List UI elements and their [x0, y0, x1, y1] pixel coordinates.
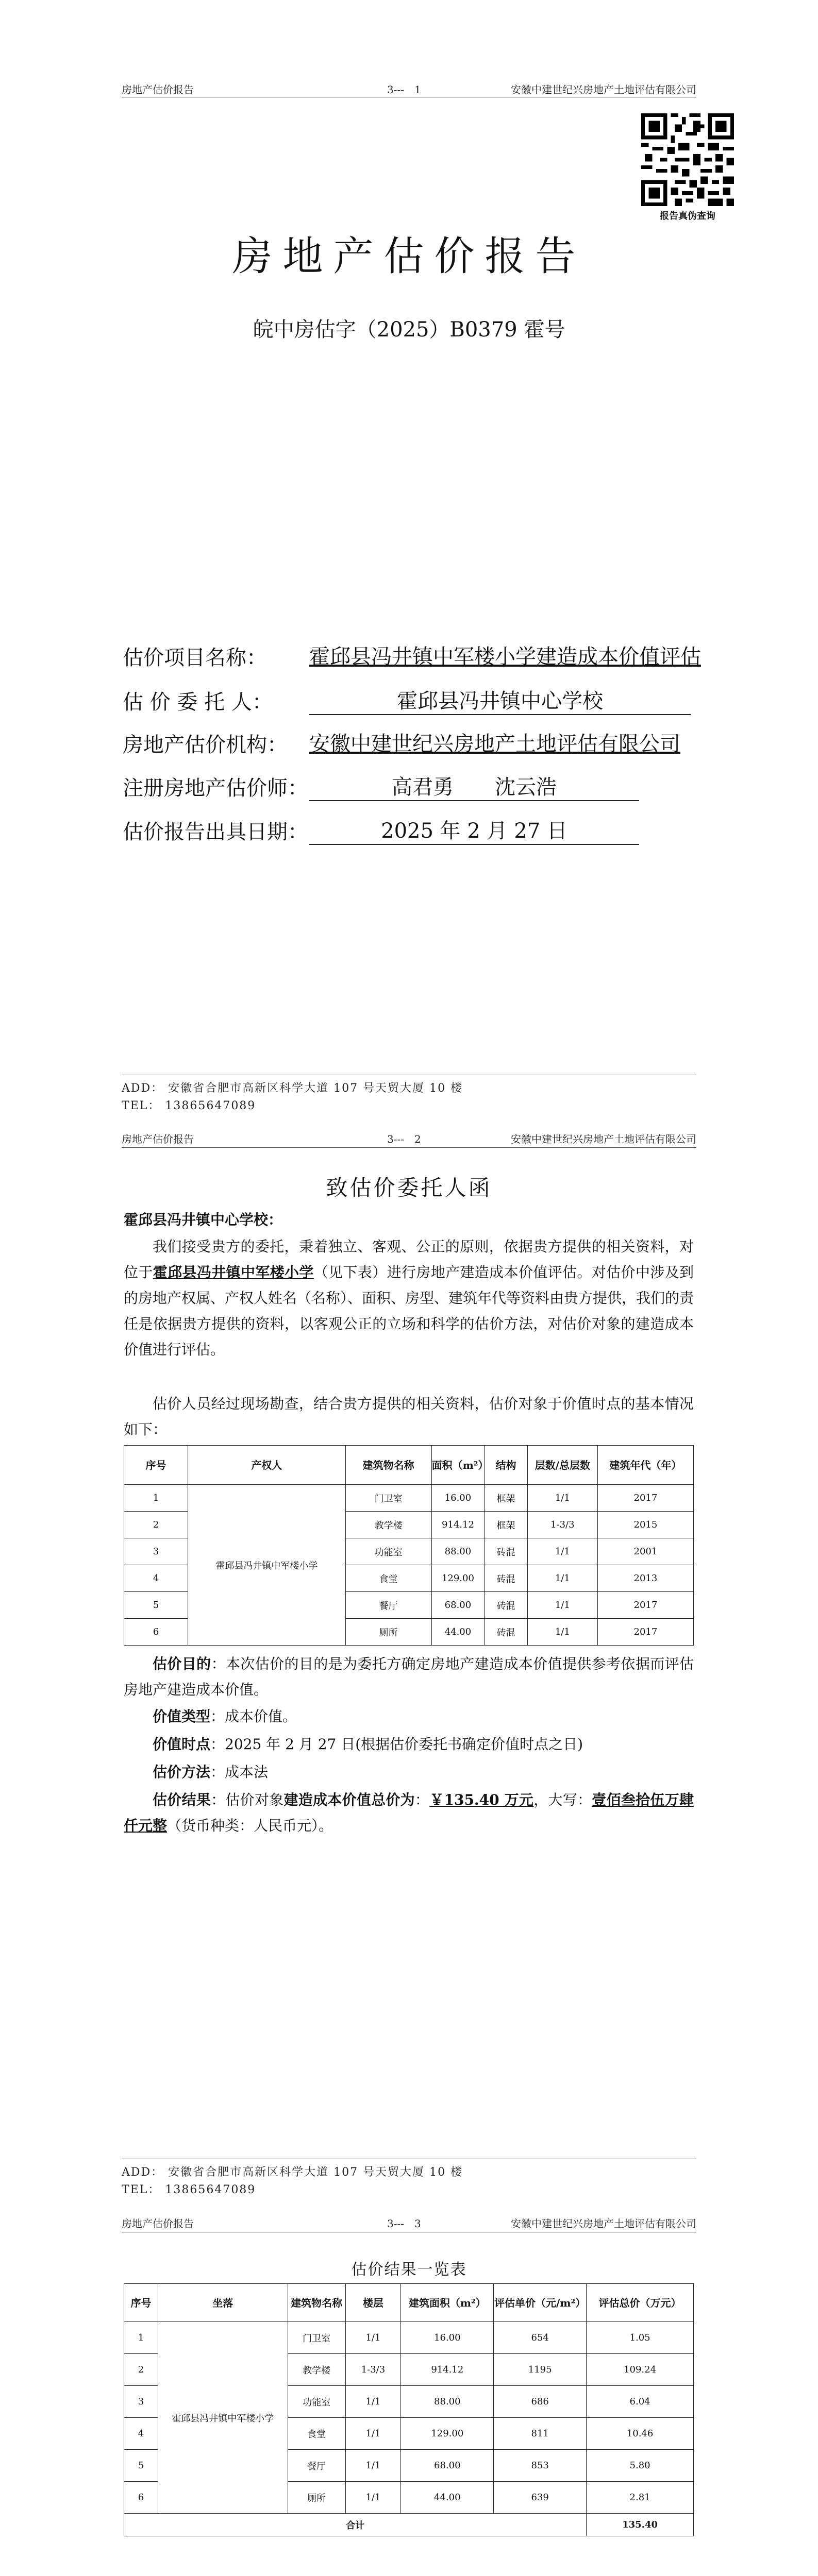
cell-no: 1 [124, 2322, 158, 2354]
type-label: 价值类型 [153, 1708, 211, 1725]
cell-no: 2 [124, 2354, 158, 2386]
cell-name: 功能室 [345, 1538, 431, 1565]
page-header [122, 1131, 696, 1146]
cell-struct: 砖混 [485, 1619, 528, 1646]
p1-text-c: （见下表）进行房地产建造成本价值评估。对估价中涉及到的房地产权属、产权人姓名（名称）、面积、房型、建筑年代等资料由贵方提供，我们的责任是依据贵方提供的资料，以客观公正的立场和科学的估价方法，对估价对象的建造成本价值进行评估。 [124, 1264, 694, 1358]
result-text-g: （货币种类：人民币元）。 [167, 1817, 333, 1834]
table-header: 层数/总层数 [527, 1446, 597, 1485]
header-right: 安徽中建世纪兴房地产土地评估有限公司 [511, 2217, 696, 2230]
cell-year: 2013 [597, 1565, 693, 1592]
table-header: 建筑物名称 [345, 1446, 431, 1485]
cell-area: 68.00 [401, 2450, 494, 2482]
header-page-number: 3--- 1 [387, 83, 421, 96]
cell-price: 686 [494, 2386, 587, 2418]
cell-struct: 砖混 [485, 1565, 528, 1592]
report-date-value: 2025 年 2 月 27 日 [309, 818, 639, 845]
cell-floor: 1-3/3 [345, 2354, 401, 2386]
cell-area: 68.00 [431, 1592, 485, 1619]
valuation-result [124, 1787, 694, 1839]
cell-floors: 1/1 [527, 1565, 597, 1592]
cell-floors: 1/1 [527, 1538, 597, 1565]
cell-area: 88.00 [401, 2386, 494, 2418]
report-title: 房地产估价报告 [232, 233, 586, 280]
cell-location: 霍邱县冯井镇中军楼小学 [158, 2322, 288, 2514]
cell-name: 餐厅 [288, 2450, 345, 2482]
header-right: 安徽中建世纪兴房地产土地评估有限公司 [511, 1133, 696, 1145]
cell-total: 1.05 [587, 2322, 694, 2354]
result-text-e: ，大写： [533, 1791, 592, 1808]
letter-title: 致估价委托人函 [326, 1175, 492, 1200]
agency-row [123, 731, 695, 759]
cell-no: 4 [124, 1565, 188, 1592]
qr-caption: 报告真伪查询 [660, 211, 715, 222]
appraiser-label: 注册房地产估价师： [123, 776, 308, 800]
purpose-text: ：本次估价的目的是为委托方确定房地产建造成本价值提供参考依据而评估房地产建造成本价值。 [124, 1655, 694, 1698]
purpose-label: 估价目的 [153, 1655, 211, 1672]
salutation-text: 霍邱县冯井镇中心学校： [124, 1211, 283, 1228]
total-label: 合计 [124, 2514, 587, 2536]
table-header: 建筑年代（年） [597, 1446, 693, 1485]
cell-year: 2017 [597, 1619, 693, 1646]
valuation-purpose [124, 1651, 694, 1703]
cell-no: 3 [124, 2386, 158, 2418]
cell-name: 教学楼 [345, 1512, 431, 1538]
property-table [124, 1445, 694, 1646]
header-page-number: 3--- 3 [387, 2217, 421, 2230]
cell-struct: 框架 [485, 1485, 528, 1512]
cell-area: 129.00 [431, 1565, 485, 1592]
cell-area: 88.00 [431, 1538, 485, 1565]
cell-area: 16.00 [431, 1485, 485, 1512]
table-header: 建筑面积（m²） [401, 2284, 494, 2322]
cell-no: 5 [124, 1592, 188, 1619]
results-page [0, 2215, 818, 2576]
cell-name: 食堂 [288, 2418, 345, 2450]
letter-page [0, 1131, 818, 2213]
footer-tel: TEL： 13865647089 [122, 2183, 256, 2196]
header-left: 房地产估价报告 [122, 1133, 194, 1145]
cell-total: 109.24 [587, 2354, 694, 2386]
cell-no: 3 [124, 1538, 188, 1565]
page-footer [122, 1080, 463, 1115]
method-text: ：成本法 [210, 1764, 269, 1781]
value-type [124, 1704, 694, 1730]
method-label: 估价方法 [153, 1764, 211, 1781]
cell-price: 639 [494, 2482, 587, 2514]
cell-floor: 1/1 [345, 2418, 401, 2450]
results-table [124, 2283, 694, 2536]
result-text-b: 建造成本价值总价为 [283, 1791, 415, 1808]
cell-struct: 砖混 [485, 1592, 528, 1619]
cell-area: 44.00 [431, 1619, 485, 1646]
letter-salutation [124, 1207, 694, 1233]
footer-address: ADD： 安徽省合肥市高新区科学大道 107 号天贸大厦 10 楼 [122, 2166, 463, 2179]
table-header: 产权人 [188, 1446, 345, 1485]
cover-page [0, 0, 818, 1128]
table-header: 面积（m²） [431, 1446, 485, 1485]
cell-price: 654 [494, 2322, 587, 2354]
cell-year: 2017 [597, 1592, 693, 1619]
document-number: 皖中房估字（2025）B0379 霍号 [253, 318, 565, 342]
cell-name: 厕所 [288, 2482, 345, 2514]
cell-no: 6 [124, 1619, 188, 1646]
table-header-row [124, 1446, 694, 1485]
cell-owner: 霍邱县冯井镇中军楼小学 [188, 1485, 345, 1646]
client-value: 霍邱县冯井镇中心学校 [309, 688, 691, 715]
table-header: 评估总价（万元） [587, 2284, 694, 2322]
table-header: 坐落 [158, 2284, 288, 2322]
cell-floor: 1/1 [345, 2482, 401, 2514]
time-label: 价值时点 [153, 1736, 211, 1753]
qr-code-icon [641, 113, 734, 206]
table-header: 序号 [124, 1446, 188, 1485]
table-header-row [124, 2284, 694, 2322]
table-header: 结构 [485, 1446, 528, 1485]
total-value: 135.40 [587, 2514, 694, 2536]
agency-value: 安徽中建世纪兴房地产土地评估有限公司 [309, 732, 680, 756]
cell-total: 10.46 [587, 2418, 694, 2450]
results-table-title: 估价结果一览表 [351, 2261, 467, 2279]
cell-floors: 1/1 [527, 1619, 597, 1646]
cell-area: 16.00 [401, 2322, 494, 2354]
cell-no: 2 [124, 1512, 188, 1538]
header-rule [122, 1147, 696, 1148]
cell-name: 教学楼 [288, 2354, 345, 2386]
table-total-row [124, 2514, 694, 2536]
cell-total: 6.04 [587, 2386, 694, 2418]
table-row [124, 1485, 694, 1512]
p1-text-a: 我们接受贵方的委托，秉着独立、客观、公正的原则，依据贵方提供的相关资料，对位于 [124, 1238, 694, 1281]
cell-name: 门卫室 [345, 1485, 431, 1512]
time-text: ：2025 年 2 月 27 日(根据估价委托书确定价值时点之日) [210, 1736, 583, 1753]
cell-area: 44.00 [401, 2482, 494, 2514]
header-page-number: 3--- 2 [387, 1133, 421, 1145]
cell-floors: 1-3/3 [527, 1512, 597, 1538]
cell-no: 5 [124, 2450, 158, 2482]
cell-total: 5.80 [587, 2450, 694, 2482]
cell-name: 功能室 [288, 2386, 345, 2418]
table-row [124, 2322, 694, 2354]
p2-text: 估价人员经过现场勘查，结合贵方提供的相关资料，估价对象于价值时点的基本情况如下： [124, 1395, 694, 1438]
table-header: 建筑物名称 [288, 2284, 345, 2322]
footer-tel: TEL： 13865647089 [122, 1099, 256, 1112]
cell-price: 853 [494, 2450, 587, 2482]
cell-no: 6 [124, 2482, 158, 2514]
letter-paragraph-2 [124, 1391, 694, 1443]
cell-name: 食堂 [345, 1565, 431, 1592]
cell-floor: 1/1 [345, 2386, 401, 2418]
result-text-c: ： [414, 1791, 430, 1808]
table-header: 评估单价（元/m²） [494, 2284, 587, 2322]
result-label: 估价结果 [153, 1791, 211, 1808]
page-header [122, 81, 696, 97]
cell-floor: 1/1 [345, 2450, 401, 2482]
result-amount-words: 壹佰叁拾伍万肆仟元整 [124, 1791, 694, 1834]
result-text-a: ：估价对象 [211, 1791, 284, 1808]
appraiser-value: 高君勇 沈云浩 [309, 774, 639, 801]
cell-area: 129.00 [401, 2418, 494, 2450]
table-header: 楼层 [345, 2284, 401, 2322]
report-date-label: 估价报告出具日期： [123, 820, 308, 844]
cell-price: 811 [494, 2418, 587, 2450]
cell-year: 2015 [597, 1512, 693, 1538]
client-row [123, 688, 695, 716]
cell-name: 门卫室 [288, 2322, 345, 2354]
header-left: 房地产估价报告 [122, 83, 194, 96]
agency-label: 房地产估价机构： [123, 733, 288, 757]
report-date-row [123, 818, 695, 846]
header-left: 房地产估价报告 [122, 2217, 194, 2230]
header-right: 安徽中建世纪兴房地产土地评估有限公司 [511, 83, 696, 96]
cell-name: 厕所 [345, 1619, 431, 1646]
valuation-method [124, 1759, 694, 1785]
value-time [124, 1732, 694, 1757]
cell-struct: 框架 [485, 1512, 528, 1538]
table-header: 序号 [124, 2284, 158, 2322]
footer-address: ADD： 安徽省合肥市高新区科学大道 107 号天贸大厦 10 楼 [122, 1082, 463, 1095]
cell-area: 914.12 [431, 1512, 485, 1538]
cell-floors: 1/1 [527, 1485, 597, 1512]
cell-total: 2.81 [587, 2482, 694, 2514]
project-name-value: 霍邱县冯井镇中军楼小学建造成本价值评估 [309, 645, 701, 669]
cell-price: 1195 [494, 2354, 587, 2386]
cell-no: 4 [124, 2418, 158, 2450]
cell-area: 914.12 [401, 2354, 494, 2386]
cell-year: 2001 [597, 1538, 693, 1565]
letter-paragraph-1 [124, 1234, 694, 1363]
client-label: 估 价 委 托 人： [123, 690, 273, 714]
project-name-label: 估价项目名称： [123, 646, 267, 670]
result-amount: ￥135.40 万元 [429, 1791, 534, 1808]
cell-name: 餐厅 [345, 1592, 431, 1619]
project-name-row [123, 644, 701, 672]
page-footer [122, 2164, 463, 2199]
cell-no: 1 [124, 1485, 188, 1512]
type-text: ：成本价值。 [210, 1708, 297, 1725]
cell-floor: 1/1 [345, 2322, 401, 2354]
cell-struct: 砖混 [485, 1538, 528, 1565]
cell-year: 2017 [597, 1485, 693, 1512]
p1-text-subject: 霍邱县冯井镇中军楼小学 [153, 1264, 314, 1281]
page-header [122, 2215, 696, 2231]
appraiser-row [123, 774, 695, 802]
cell-floors: 1/1 [527, 1592, 597, 1619]
